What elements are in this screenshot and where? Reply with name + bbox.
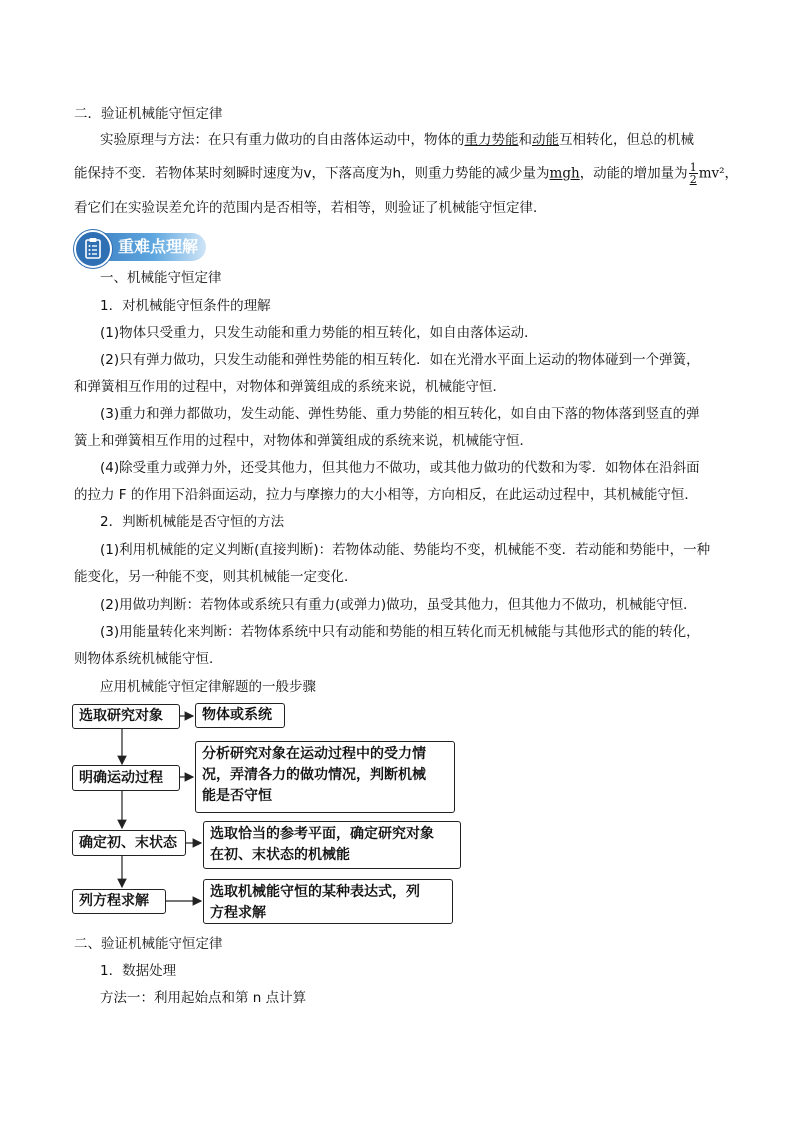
text-line: 2．判断机械能是否守恒的方法 [100, 514, 285, 530]
section-heading-verify: 二．验证机械能守恒定律 [74, 106, 223, 122]
text-line: 和弹簧相互作用的过程中，对物体和弹簧组成的系统来说，机械能守恒． [74, 379, 506, 395]
text-line: 能变化，另一种能不变，则其机械能一定变化． [74, 569, 358, 585]
paragraph-principle-line1: 实验原理与方法：在只有重力做功的自由落体运动中，物体的重力势能和动能互相转化，但总的机械 [100, 132, 694, 148]
text-line: 则物体系统机械能守恒． [74, 651, 223, 667]
flow-note-object-or-system: 物体或系统 [195, 703, 285, 728]
flow-note-reference-plane: 选取恰当的参考平面，确定研究对象 在初、末状态的机械能 [203, 821, 461, 869]
flow-note-expression: 选取机械能守恒的某种表达式，列 方程求解 [203, 879, 453, 924]
text-line: 1．对机械能守恒条件的理解 [100, 298, 271, 314]
text-line: 簧上和弹簧相互作用的过程中，对物体和弹簧组成的系统来说，机械能守恒． [74, 433, 533, 449]
flow-step-solve-equations: 列方程求解 [72, 889, 166, 914]
flow-step-select-object: 选取研究对象 [72, 704, 180, 729]
text-line: (4)除受重力或弹力外，还受其他力，但其他力不做功，或其他力做功的代数和为零．如物体在沿斜面 [100, 460, 700, 476]
flowchart-caption: 应用机械能守恒定律解题的一般步骤 [100, 679, 316, 695]
text-method-one: 方法一：利用起始点和第 n 点计算 [100, 990, 307, 1006]
fraction-one-half: $\frac{1}{2}$ [689, 161, 697, 186]
subheading-data-processing: 1．数据处理 [100, 963, 177, 979]
text-line: (3)重力和弹力都做功，发生动能、弹性势能、重力势能的相互转化，如自由下落的物体落到竖直的弹 [100, 406, 700, 422]
flow-step-initial-final-state: 确定初、末状态 [72, 830, 186, 856]
section-heading-verify-2: 二、验证机械能守恒定律 [74, 936, 223, 952]
text-line: 一、机械能守恒定律 [100, 270, 222, 286]
paragraph-principle-line2: 能保持不变．若物体某时刻瞬时速度为v，下落高度为h，则重力势能的减少量为mgh，动能的增加量为 $\frac{1}{2}$ mv²， [74, 161, 739, 186]
text-line: 的拉力 F 的作用下沿斜面运动，拉力与摩擦力的大小相等，方向相反，在此运动过程中，其机械能守恒． [74, 487, 698, 503]
text-line: (1)利用机械能的定义判断(直接判断)：若物体动能、势能均不变，机械能不变．若动能和势能中，一种 [100, 542, 711, 558]
paragraph-principle-line3: 看它们在实验误差允许的范围内是否相等，若相等，则验证了机械能守恒定律． [74, 200, 547, 216]
text-line: (2)只有弹力做功，只发生动能和弹性势能的相互转化．如在光滑水平面上运动的物体碰到一个弹簧， [100, 352, 700, 368]
flow-note-analyze-forces: 分析研究对象在运动过程中的受力情 况，弄清各力的做功情况，判断机械 能是否守恒 [195, 741, 455, 813]
text-line: (1)物体只受重力，只发生动能和重力势能的相互转化，如自由落体运动． [100, 325, 538, 341]
banner-label: 重难点理解 [118, 237, 199, 256]
flow-step-define-process: 明确运动过程 [72, 765, 180, 791]
text-line: (2)用做功判断：若物体或系统只有重力(或弹力)做功，虽受其他力，但其他力不做功，机械能守恒． [100, 597, 697, 613]
text-line: (3)用能量转化来判断：若物体系统中只有动能和势能的相互转化而无机械能与其他形式的能的转化， [100, 624, 700, 640]
